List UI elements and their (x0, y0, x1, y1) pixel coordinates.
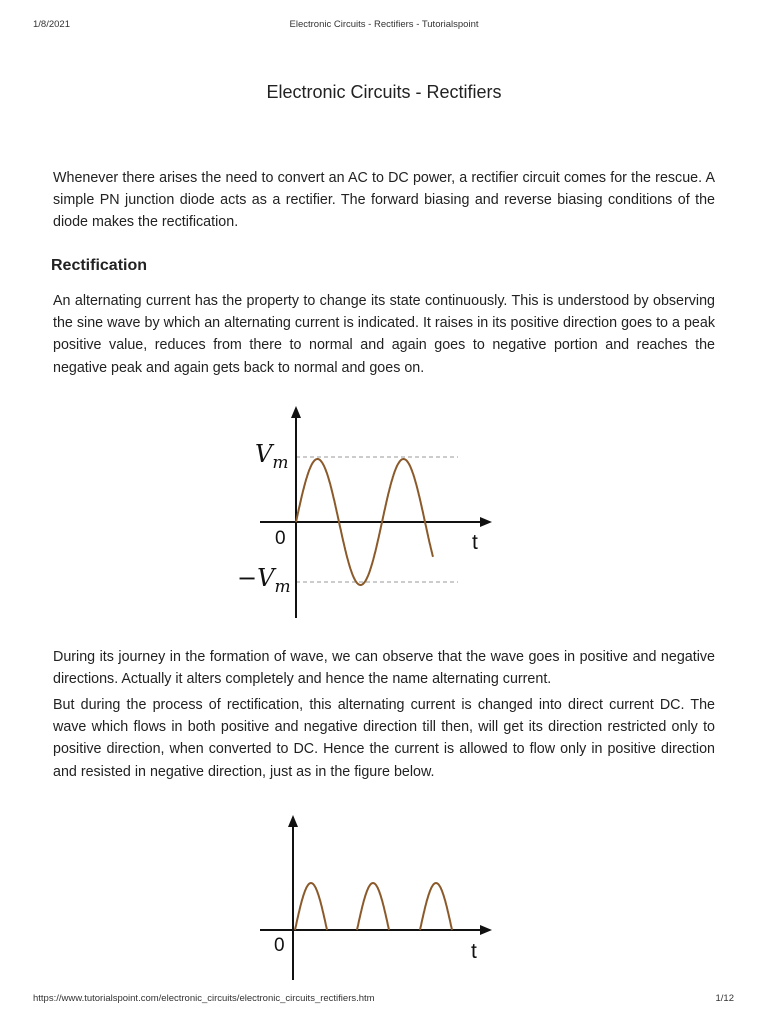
x-axis-arrow (480, 925, 492, 935)
print-footer-url: https://www.tutorialspoint.com/electronic_circuits/electronic_circuits_rectifiers.htm (33, 993, 375, 1004)
rectified-wave (295, 883, 452, 930)
print-header-title: Electronic Circuits - Rectifiers - Tutorialspoint (289, 19, 479, 30)
t-axis-label: t (471, 940, 477, 963)
intro-paragraph: Whenever there arises the need to convert an AC to DC power, a rectifier circuit comes for the rescue. A simple PN junction diode acts as a rectifier. The forward biasing and reverse biasing conditions of the diode makes the rectification. (53, 170, 715, 231)
dc-wave-figure (225, 810, 525, 980)
origin-label: 0 (274, 935, 285, 956)
rectification-paragraph: An alternating current has the property to change its state continuously. This is understood by observing the sine wave by which an alternating current is indicated. It raises in its positive direction goes to a peak positive value, reduces from there to normal and again goes to negative portion and reaches the negative peak and again gets back to normal and goes on. (53, 293, 715, 376)
origin-label: 0 (275, 528, 286, 549)
ac-wave-figure (225, 400, 525, 630)
t-axis-label: t (472, 531, 478, 554)
section-heading: Rectification (51, 257, 148, 274)
page-title: Electronic Circuits - Rectifiers (266, 82, 502, 102)
wave-journey-paragraph: During its journey in the formation of wave, we can observe that the wave goes in positive and negative directions. Actually it alters completely and hence the name alternating current. (53, 649, 715, 688)
neg-vm-label: $-V_m$ (237, 564, 291, 597)
print-date: 1/8/2021 (33, 19, 70, 30)
x-axis-arrow (480, 517, 492, 527)
y-axis-arrow (291, 406, 301, 418)
y-axis-arrow (288, 815, 298, 827)
vm-label: $V_m$ (255, 440, 289, 473)
print-page-number: 1/12 (715, 993, 734, 1004)
rectification-process-paragraph: But during the process of rectification, this alternating current is changed into direct current DC. The wave which flows in both positive and negative direction till then, will get its direction restricted only to positive direction, when converted to DC. Hence the current is allowed to flow only in positive direction and resisted in negative direction, just as in the figure below. (53, 697, 715, 780)
